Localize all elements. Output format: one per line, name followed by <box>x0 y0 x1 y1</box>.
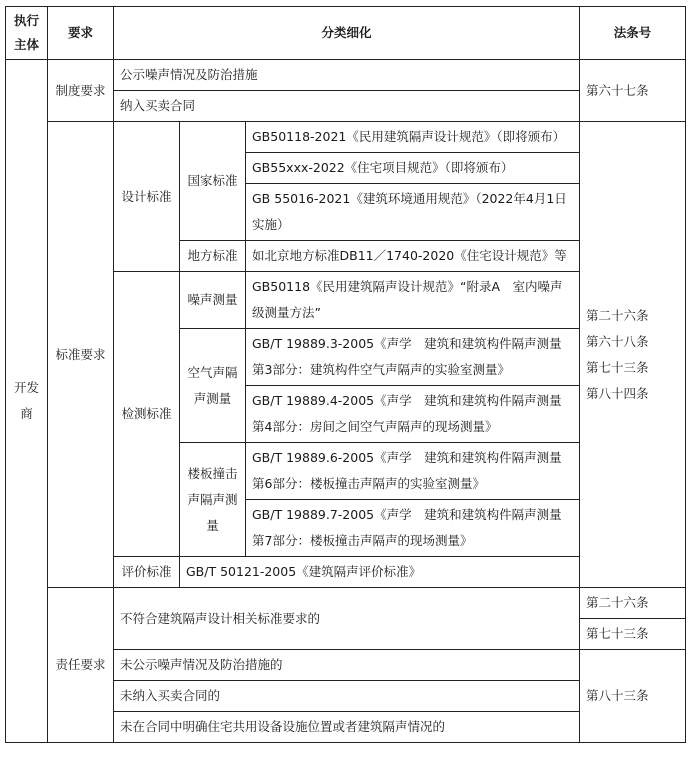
design-standard-label: 设计标准 <box>114 122 180 272</box>
liability-article: 第七十三条 <box>580 619 686 650</box>
national-standard-item: GB 55016-2021《建筑环境通用规范》（2022年4月1日实施） <box>246 184 580 241</box>
article-line: 第八十四条 <box>586 385 649 401</box>
noise-measure-item: GB50118《民用建筑隔声设计规范》“附录A 室内噪声级测量方法” <box>246 272 580 329</box>
standard-requirement-label: 标准要求 <box>48 122 114 588</box>
airborne-measure-label: 空气声隔声测量 <box>180 329 246 443</box>
standard-articles <box>580 122 686 588</box>
noise-measure-label: 噪声测量 <box>180 272 246 329</box>
national-standard-label: 国家标准 <box>180 122 246 241</box>
impact-measure-label: 楼板撞击声隔声测量 <box>180 443 246 557</box>
system-article: 第六十七条 <box>580 60 686 122</box>
liability-article: 第二十六条 <box>580 588 686 619</box>
header-requirement: 要求 <box>48 7 114 60</box>
document-page <box>5 6 686 743</box>
evaluation-standard-item: GB/T 50121-2005《建筑隔声评价标准》 <box>180 557 580 588</box>
article-line: 第六十八条 <box>586 333 649 349</box>
header-article: 法条号 <box>580 7 686 60</box>
table-row <box>6 588 686 619</box>
evaluation-standard-label: 评价标准 <box>114 557 180 588</box>
system-item: 纳入买卖合同 <box>114 91 580 122</box>
airborne-measure-item: GB/T 19889.4-2005《声学 建筑和建筑构件隔声测量 第4部分：房间之间空气声隔声的现场测量》 <box>246 386 580 443</box>
liability-item: 未公示噪声情况及防治措施的 <box>114 650 580 681</box>
liability-requirement-label: 责任要求 <box>48 588 114 743</box>
table-row <box>6 60 686 91</box>
article-line: 第二十六条 <box>586 307 649 323</box>
airborne-measure-item: GB/T 19889.3-2005《声学 建筑和建筑构件隔声测量 第3部分：建筑构件空气声隔声的实验室测量》 <box>246 329 580 386</box>
header-subject: 执行主体 <box>6 7 48 60</box>
system-item: 公示噪声情况及防治措施 <box>114 60 580 91</box>
liability-item: 未纳入买卖合同的 <box>114 681 580 712</box>
local-standard-label: 地方标准 <box>180 241 246 272</box>
table-row <box>6 122 686 153</box>
test-standard-label: 检测标准 <box>114 272 180 557</box>
table-header-row <box>6 7 686 60</box>
national-standard-item: GB50118-2021《民用建筑隔声设计规范》（即将颁布） <box>246 122 580 153</box>
liability-item: 不符合建筑隔声设计相关标准要求的 <box>114 588 580 650</box>
impact-measure-item: GB/T 19889.7-2005《声学 建筑和建筑构件隔声测量 第7部分：楼板撞击声隔声的现场测量》 <box>246 500 580 557</box>
regulation-table <box>5 6 686 743</box>
header-detail: 分类细化 <box>114 7 580 60</box>
impact-measure-item: GB/T 19889.6-2005《声学 建筑和建筑构件隔声测量 第6部分：楼板撞击声隔声的实验室测量》 <box>246 443 580 500</box>
national-standard-item: GB55xxx-2022《住宅项目规范》（即将颁布） <box>246 153 580 184</box>
liability-item: 未在合同中明确住宅共用设备设施位置或者建筑隔声情况的 <box>114 712 580 743</box>
system-requirement-label: 制度要求 <box>48 60 114 122</box>
article-line: 第七十三条 <box>586 359 649 375</box>
liability-article: 第八十三条 <box>580 650 686 743</box>
subject-cell: 开发商 <box>6 60 48 743</box>
local-standard-item: 如北京地方标准DB11／1740-2020《住宅设计规范》等 <box>246 241 580 272</box>
